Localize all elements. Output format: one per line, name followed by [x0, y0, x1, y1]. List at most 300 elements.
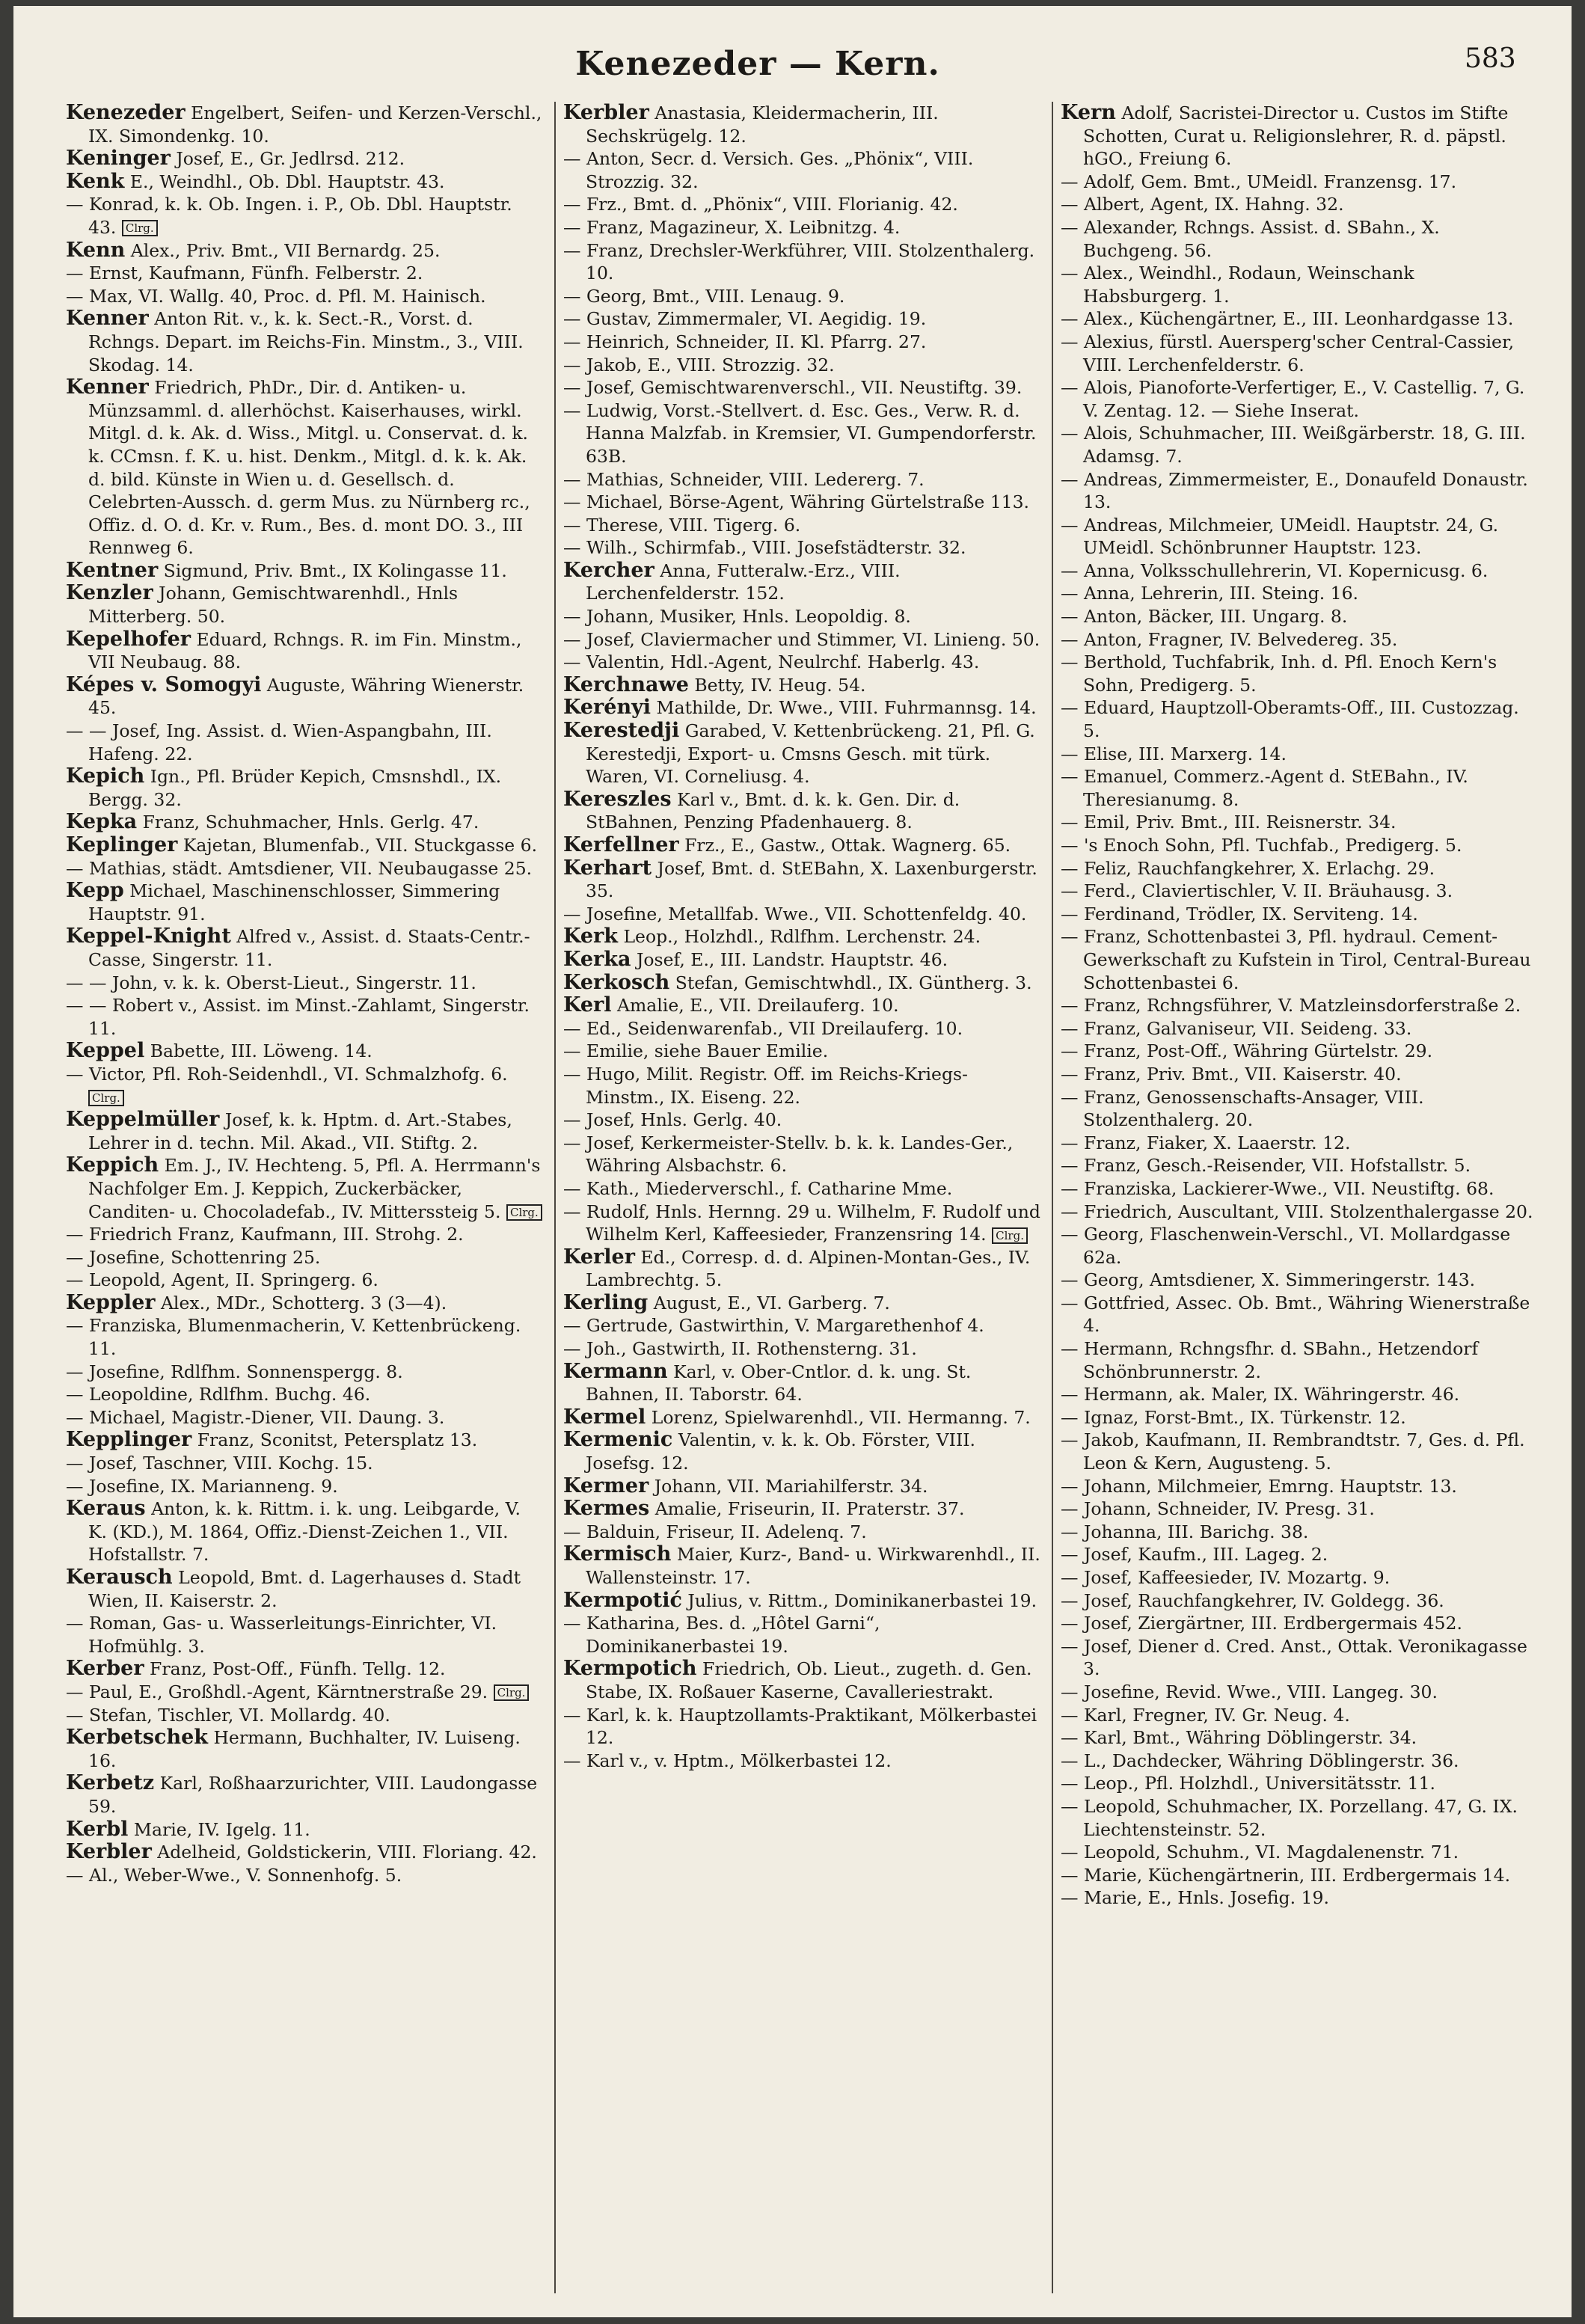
- entry-details: August, E., VI. Garberg. 7.: [648, 1292, 890, 1313]
- entry-details: — Josef, Ziergärtner, III. Erdbergermais 452.: [1061, 1613, 1462, 1634]
- entry-details: — Josefine, IX. Marianneng. 9.: [66, 1475, 338, 1497]
- entry-details: — Ed., Seidenwarenfab., VII Dreilauferg. 10.: [563, 1017, 963, 1039]
- entry-details: — Alois, Pianoforte-Verfertiger, E., V. Castellig. 7, G. V. Zentag. 12. — Siehe Inserat.: [1061, 377, 1525, 421]
- column-middle: [563, 102, 1042, 2293]
- clearing-badge: Clrg.: [992, 1227, 1028, 1244]
- entry-surname: Keraus: [66, 1497, 146, 1521]
- directory-entry: [1061, 1040, 1539, 1063]
- entry-details: — Karl, k. k. Hauptzollamts-Praktikant, Mölkerbastei 12.: [563, 1704, 1037, 1749]
- directory-entry: [563, 1017, 1042, 1040]
- entry-details: — Josef, Hnls. Gerlg. 40.: [563, 1109, 782, 1131]
- directory-entry: [563, 994, 1042, 1017]
- directory-entry: [1061, 1429, 1539, 1474]
- entry-details: Josef, E., III. Landstr. Hauptstr. 46.: [631, 948, 948, 970]
- directory-entry: [66, 1429, 545, 1452]
- entry-details: Adelheid, Goldstickerin, VIII. Floriang. 42.: [151, 1842, 537, 1863]
- directory-entry: [66, 628, 545, 674]
- directory-entry: [66, 1246, 545, 1269]
- directory-entry: [1061, 1750, 1539, 1773]
- entry-details: — Feliz, Rauchfangkehrer, X. Erlachg. 29.: [1061, 857, 1435, 879]
- entry-details: — Leopoldine, Rdlfhm. Buchg. 46.: [66, 1384, 371, 1405]
- entry-details: — Hermann, ak. Maler, IX. Währingerstr. 46.: [1061, 1384, 1460, 1405]
- entry-details: — Roman, Gas- u. Wasserleitungs-Einrichter, VI. Hofmühlg. 3.: [66, 1613, 497, 1657]
- directory-entry: [1061, 102, 1539, 171]
- directory-entry: [563, 972, 1042, 995]
- entry-details: — Josef, Taschner, VIII. Kochg. 15.: [66, 1453, 373, 1474]
- entry-details: — Leop., Pfl. Holzhdl., Universitätsstr. 11.: [1061, 1773, 1436, 1794]
- entry-details: Franz, Sconitst, Petersplatz 13.: [191, 1429, 478, 1451]
- column-right: [1061, 102, 1539, 2293]
- directory-entry: [563, 102, 1042, 147]
- directory-entry: [1061, 468, 1539, 514]
- entry-details: Babette, III. Löweng. 14.: [144, 1040, 373, 1062]
- directory-entry: [1061, 307, 1539, 331]
- entry-details: — Anton, Fragner, IV. Belvedereg. 35.: [1061, 628, 1398, 650]
- directory-entry: [563, 216, 1042, 239]
- directory-entry: [563, 1750, 1042, 1773]
- entry-surname: Kermann: [563, 1359, 668, 1383]
- directory-entry: [1061, 514, 1539, 559]
- entry-details: — Eduard, Hauptzoll-Oberamts-Off., III. Custozzag. 5.: [1061, 697, 1519, 742]
- directory-entry: [563, 147, 1042, 193]
- entry-surname: Kerchnawe: [563, 672, 689, 696]
- entry-details: Auguste, Währing Wienerstr. 45.: [88, 674, 524, 719]
- entry-details: — Stefan, Tischler, VI. Mollardg. 40.: [66, 1704, 390, 1726]
- directory-entry: [563, 1246, 1042, 1292]
- directory-entry: [66, 1681, 545, 1704]
- entry-surname: Keplinger: [66, 833, 178, 856]
- directory-entry: [66, 1040, 545, 1063]
- directory-entry: [1061, 994, 1539, 1017]
- entry-details: — Josef, Kaufm., III. Lageg. 2.: [1061, 1544, 1328, 1566]
- entry-details: — — Robert v., Assist. im Minst.-Zahlamt, Singerstr. 11.: [66, 995, 530, 1039]
- directory-entry: [563, 1406, 1042, 1429]
- entry-details: Kajetan, Blumenfab., VII. Stuckgasse 6.: [177, 835, 538, 856]
- directory-entry: [66, 1658, 545, 1681]
- entry-details: — Ernst, Kaufmann, Fünfh. Felberstr. 2.: [66, 263, 423, 284]
- entry-details: — Johanna, III. Barichg. 38.: [1061, 1521, 1309, 1542]
- column-divider: [554, 102, 556, 2293]
- entry-surname: Kerbler: [563, 102, 649, 124]
- directory-entry: [563, 788, 1042, 834]
- entry-details: — Wilh., Schirmfab., VIII. Josefstädterstr. 32.: [563, 537, 966, 559]
- entry-details: Karl, v. Ober-Cntlor. d. k. ung. St. Bahnen, II. Taborstr. 64.: [586, 1361, 972, 1405]
- directory-entry: [1061, 1132, 1539, 1155]
- entry-details: — Josef, Claviermacher und Stimmer, VI. Linieng. 50.: [563, 628, 1040, 650]
- entry-surname: Keppler: [66, 1290, 156, 1314]
- entry-surname: Kerbler: [66, 1840, 152, 1864]
- directory-entry: [563, 674, 1042, 697]
- clearing-badge: Clrg.: [506, 1204, 542, 1221]
- directory-entry: [66, 720, 545, 765]
- entry-surname: Kerkosch: [563, 970, 670, 994]
- directory-entry: [1061, 376, 1539, 422]
- entry-details: Leop., Holzhdl., Rdlfhm. Lerchenstr. 24.: [617, 926, 981, 948]
- directory-entry: [1061, 1497, 1539, 1521]
- directory-entry: [1061, 216, 1539, 262]
- directory-entry: [1061, 743, 1539, 766]
- entry-details: — Leopold, Agent, II. Springerg. 6.: [66, 1269, 378, 1291]
- entry-details: — Franz, Priv. Bmt., VII. Kaiserstr. 40.: [1061, 1063, 1402, 1085]
- entry-details: — Joh., Gastwirth, II. Rothensterng. 31.: [563, 1338, 917, 1360]
- directory-entry: [66, 1704, 545, 1727]
- entry-details: — Ludwig, Vorst.-Stellvert. d. Esc. Ges., Verw. R. d. Hanna Malzfab. in Kremsier, VI. Gumpendorferstr. 63B.: [563, 399, 1037, 467]
- entry-details: Karl v., Bmt. d. k. k. Gen. Dir. d. StBahnen, Penzing Pfadenhauerg. 8.: [586, 788, 960, 833]
- directory-entry: [1061, 193, 1539, 216]
- directory-entry: [563, 1201, 1042, 1246]
- directory-entry: [66, 1566, 545, 1612]
- page-number: 583: [1465, 43, 1516, 74]
- entry-details: Anton, k. k. Rittm. i. k. ung. Leibgarde, V. K. (KD.), M. 1864, Offiz.-Dienst-Zeichen 1., VII. Hofstallstr. 7.: [88, 1498, 521, 1566]
- entry-details: — Heinrich, Schneider, II. Kl. Pfarrg. 27.: [563, 331, 927, 352]
- directory-entry: [1061, 765, 1539, 811]
- entry-surname: Kerbetz: [66, 1771, 155, 1795]
- directory-entry: [563, 1429, 1042, 1474]
- directory-entry: [563, 605, 1042, 628]
- directory-entry: [563, 1475, 1042, 1498]
- entry-surname: Kerausch: [66, 1566, 173, 1589]
- directory-entry: [66, 1772, 545, 1818]
- directory-entry: [66, 193, 545, 239]
- entry-details: — Emanuel, Commerz.-Agent d. StEBahn., IV. Theresianumg. 8.: [1061, 766, 1468, 810]
- directory-entry: [563, 536, 1042, 559]
- directory-entry: [563, 948, 1042, 972]
- directory-entry: [66, 1063, 545, 1109]
- directory-entry: [1061, 651, 1539, 696]
- entry-details: — Gertrude, Gastwirthin, V. Margarethenhof 4.: [563, 1315, 984, 1337]
- entry-details: — Konrad, k. k. Ob. Ingen. i. P., Ob. Dbl. Hauptstr. 43.: [66, 194, 512, 238]
- directory-entry: [1061, 903, 1539, 926]
- directory-entry: [66, 1361, 545, 1384]
- directory-entry: [66, 674, 545, 720]
- entry-details: — Marie, E., Hnls. Josefig. 19.: [1061, 1887, 1329, 1909]
- directory-entry: [563, 468, 1042, 491]
- entry-details: Marie, IV. Igelg. 11.: [128, 1818, 310, 1840]
- entry-surname: Kerber: [66, 1657, 144, 1681]
- entry-details: Anastasia, Kleidermacherin, III. Sechskrügelg. 12.: [586, 102, 939, 147]
- entry-details: — Marie, Küchengärtnerin, III. Erdbergermais 14.: [1061, 1864, 1511, 1886]
- entry-details: — Anna, Volksschullehrerin, VI. Kopernicusg. 6.: [1061, 559, 1489, 581]
- entry-details: — Josefine, Revid. Wwe., VIII. Langeg. 30.: [1061, 1681, 1438, 1702]
- directory-entry: [66, 1292, 545, 1315]
- directory-entry: [1061, 1726, 1539, 1750]
- entry-surname: Kepp: [66, 879, 124, 903]
- directory-entry: [1061, 925, 1539, 994]
- entry-details: — L., Dachdecker, Währing Döblingerstr. 36.: [1061, 1750, 1459, 1771]
- directory-entry: [1061, 262, 1539, 307]
- entry-details: — Hugo, Milit. Registr. Off. im Reichs-Kriegs-Minstm., IX. Eiseng. 22.: [563, 1063, 968, 1108]
- entry-details: — — John, v. k. k. Oberst-Lieut., Singerstr. 11.: [66, 972, 476, 993]
- entry-details: Alex., Priv. Bmt., VII Bernardg. 25.: [125, 239, 441, 261]
- entry-details: — Franz, Rchngsführer, V. Matzleinsdorferstraße 2.: [1061, 995, 1521, 1017]
- entry-surname: Kerl: [563, 993, 612, 1017]
- directory-entry: [563, 376, 1042, 399]
- directory-entry: [1061, 171, 1539, 194]
- directory-entry: [66, 1864, 545, 1887]
- entry-details: — Josef, Kerkermeister-Stellv. b. k. k. Landes-Ger., Währing Alsbachstr. 6.: [563, 1132, 1014, 1177]
- directory-entry: [563, 193, 1042, 216]
- entry-details: — Mathias, Schneider, VIII. Ledererg. 7.: [563, 468, 925, 490]
- entry-details: Amalie, Friseurin, II. Praterstr. 37.: [649, 1498, 965, 1520]
- entry-details: — Friedrich, Auscultant, VIII. Stolzenthalergasse 20.: [1061, 1201, 1533, 1222]
- entry-surname: Kermpotić: [563, 1588, 682, 1612]
- entry-details: — Franz, Genossenschafts-Ansager, VIII. Stolzenthalerg. 20.: [1061, 1086, 1424, 1131]
- directory-entry: [1061, 1383, 1539, 1406]
- entry-surname: Kerbl: [66, 1817, 129, 1841]
- directory-entry: [1061, 1269, 1539, 1292]
- entry-details: — Alois, Schuhmacher, III. Weißgärberstr. 18, G. III. Adamsg. 7.: [1061, 423, 1526, 467]
- entry-surname: Kenner: [66, 307, 149, 331]
- directory-entry: [1061, 1795, 1539, 1841]
- entry-details: Frz., E., Gastw., Ottak. Wagnerg. 65.: [678, 835, 1011, 856]
- entry-details: — Franz, Magazineur, X. Leibnitzg. 4.: [563, 216, 901, 238]
- entry-details: — Adolf, Gem. Bmt., UMeidl. Franzensg. 17.: [1061, 171, 1457, 192]
- directory-entry: [1061, 1612, 1539, 1635]
- directory-entry: [1061, 582, 1539, 605]
- entry-details: — Valentin, Hdl.-Agent, Neulrchf. Haberlg. 43.: [563, 651, 980, 673]
- directory-entry: [1061, 331, 1539, 376]
- directory-entry: [1061, 1017, 1539, 1040]
- entry-details: — Al., Weber-Wwe., V. Sonnenhofg. 5.: [66, 1864, 402, 1886]
- directory-entry: [1061, 1063, 1539, 1086]
- directory-entry: [563, 491, 1042, 514]
- directory-entry: [563, 1063, 1042, 1109]
- entry-surname: Kerk: [563, 925, 618, 948]
- entry-surname: Kenk: [66, 169, 125, 193]
- entry-surname: Kenner: [66, 375, 149, 399]
- directory-entry: [1061, 1566, 1539, 1589]
- entry-details: — Gottfried, Assec. Ob. Bmt., Währing Wienerstraße 4.: [1061, 1292, 1530, 1337]
- entry-surname: Kepelhofer: [66, 627, 191, 651]
- directory-entry: [563, 1612, 1042, 1658]
- entry-surname: Kerling: [563, 1290, 649, 1314]
- entry-surname: Kerhart: [563, 856, 652, 880]
- entry-details: — Ferd., Claviertischler, V. II. Bräuhausg. 3.: [1061, 880, 1453, 902]
- entry-details: — Josef, Kaffeesieder, IV. Mozartg. 9.: [1061, 1567, 1391, 1588]
- entry-details: — Alex., Küchengärtner, E., III. Leonhardgasse 13.: [1061, 308, 1514, 330]
- directory-columns: [66, 102, 1543, 2293]
- directory-entry: [563, 1704, 1042, 1750]
- entry-details: Josef, k. k. Hptm. d. Art.-Stabes, Lehrer in d. techn. Mil. Akad., VII. Stiftg. 2.: [88, 1109, 512, 1153]
- directory-entry: [563, 1337, 1042, 1361]
- entry-details: — Anton, Bäcker, III. Ungarg. 8.: [1061, 606, 1348, 628]
- entry-details: E., Weindhl., Ob. Dbl. Hauptstr. 43.: [124, 171, 445, 192]
- entry-details: — Victor, Pfl. Roh-Seidenhdl., VI. Schmalzhofg. 6.: [66, 1063, 508, 1085]
- directory-entry: [66, 559, 545, 583]
- directory-entry: [563, 628, 1042, 651]
- entry-details: — Franz, Gesch.-Reisender, VII. Hofstallstr. 5.: [1061, 1155, 1471, 1177]
- directory-entry: [563, 1177, 1042, 1201]
- directory-entry: [1061, 1864, 1539, 1887]
- directory-entry: [1061, 1154, 1539, 1177]
- entry-details: — Alex., Weindhl., Rodaun, Weinschank Habsburgerg. 1.: [1061, 263, 1414, 307]
- entry-details: — Alexius, fürstl. Auersperg'scher Central-Cassier, VIII. Lerchenfelderstr. 6.: [1061, 331, 1515, 375]
- entry-surname: Kermer: [563, 1474, 649, 1497]
- directory-entry: [1061, 1635, 1539, 1681]
- entry-details: — Max, VI. Wallg. 40, Proc. d. Pfl. M. Hainisch.: [66, 285, 486, 307]
- entry-details: — Ignaz, Forst-Bmt., IX. Türkenstr. 12.: [1061, 1406, 1406, 1428]
- clearing-badge: Clrg.: [88, 1090, 124, 1106]
- column-divider: [1052, 102, 1053, 2293]
- directory-entry: [66, 1383, 545, 1406]
- directory-entry: [563, 514, 1042, 537]
- directory-entry: [66, 880, 545, 925]
- directory-entry: [66, 171, 545, 194]
- entry-surname: Keppel-Knight: [66, 925, 231, 948]
- entry-details: Maier, Kurz-, Band- u. Wirkwarenhdl., II. Wallensteinstr. 17.: [586, 1544, 1040, 1588]
- entry-details: Julius, v. Rittm., Dominikanerbastei 19.: [681, 1589, 1037, 1611]
- directory-entry: [563, 651, 1042, 674]
- directory-entry: [1061, 1223, 1539, 1269]
- entry-surname: Kermpotich: [563, 1657, 697, 1681]
- entry-surname: Kepplinger: [66, 1428, 192, 1452]
- directory-entry: [1061, 857, 1539, 880]
- directory-entry: [66, 1612, 545, 1658]
- directory-entry: [66, 1452, 545, 1475]
- directory-entry: [1061, 1086, 1539, 1132]
- entry-details: — Jakob, E., VIII. Strozzig. 32.: [563, 354, 835, 375]
- directory-entry: [563, 285, 1042, 308]
- directory-entry: [1061, 1521, 1539, 1544]
- clearing-badge: Clrg.: [494, 1684, 530, 1701]
- entry-details: Johann, VII. Mariahilferstr. 34.: [649, 1475, 928, 1497]
- entry-details: — Josef, Gemischtwarenverschl., VII. Neustiftg. 39.: [563, 377, 1023, 399]
- directory-entry: [563, 399, 1042, 468]
- entry-details: — Karl, Bmt., Währing Döblingerstr. 34.: [1061, 1727, 1417, 1749]
- entry-details: — Alexander, Rchngs. Assist. d. SBahn., X. Buchgeng. 56.: [1061, 216, 1440, 261]
- entry-details: — Georg, Bmt., VIII. Lenaug. 9.: [563, 285, 845, 307]
- entry-details: — Franz, Drechsler-Werkführer, VIII. Stolzenthalerg. 10.: [563, 239, 1035, 284]
- directory-entry: [66, 582, 545, 628]
- entry-details: — Frz., Bmt. d. „Phönix“, VIII. Florianig. 42.: [563, 194, 958, 215]
- entry-details: — Franz, Schottenbastei 3, Pfl. hydraul. Cement-Gewerkschaft zu Kufstein in Tirol, Central-Bureau Schottenbastei 6.: [1061, 926, 1531, 993]
- directory-entry: [66, 765, 545, 811]
- entry-details: — Anna, Lehrerin, III. Steing. 16.: [1061, 583, 1359, 604]
- clearing-badge: Clrg.: [122, 220, 158, 236]
- entry-details: — Andreas, Zimmermeister, E., Donaufeld Donaustr. 13.: [1061, 468, 1528, 513]
- entry-details: — Johann, Milchmeier, Emrng. Hauptstr. 13.: [1061, 1475, 1457, 1497]
- directory-entry: [1061, 1681, 1539, 1704]
- directory-entry: [66, 1497, 545, 1566]
- entry-details: — Mathias, städt. Amtsdiener, VII. Neubaugasse 25.: [66, 857, 533, 879]
- entry-details: — Emilie, siehe Bauer Emilie.: [563, 1040, 829, 1062]
- entry-details: Sigmund, Priv. Bmt., IX Kolingasse 11.: [158, 559, 507, 581]
- entry-details: Karl, Roßhaarzurichter, VIII. Laudongasse 59.: [88, 1773, 538, 1817]
- entry-surname: Kerestedji: [563, 719, 680, 743]
- entry-details: — Berthold, Tuchfabrik, Inh. d. Pfl. Enoch Kern's Sohn, Predigerg. 5.: [1061, 651, 1497, 696]
- entry-details: — Franziska, Lackierer-Wwe., VII. Neustiftg. 68.: [1061, 1177, 1494, 1199]
- entry-details: — Balduin, Friseur, II. Adelenq. 7.: [563, 1521, 867, 1542]
- directory-entry: [1061, 559, 1539, 583]
- entry-details: Josef, E., Gr. Jedlrsd. 212.: [170, 148, 405, 170]
- directory-entry: [66, 147, 545, 171]
- entry-details: — Franz, Fiaker, X. Laaerstr. 12.: [1061, 1132, 1351, 1153]
- entry-details: — Gustav, Zimmermaler, VI. Aegidig. 19.: [563, 308, 927, 330]
- entry-surname: Kenezeder: [66, 102, 186, 124]
- entry-surname: Kercher: [563, 558, 654, 582]
- directory-entry: [563, 834, 1042, 857]
- directory-entry: [563, 1658, 1042, 1703]
- entry-details: — Josefine, Metallfab. Wwe., VII. Schottenfeldg. 40.: [563, 903, 1027, 925]
- entry-details: Leopold, Bmt. d. Lagerhauses d. Stadt Wien, II. Kaiserstr. 2.: [88, 1567, 521, 1611]
- directory-entry: [66, 307, 545, 376]
- entry-details: Josef, Bmt. d. StEBahn, X. Laxenburgerstr. 35.: [586, 857, 1037, 902]
- entry-surname: Keppel: [66, 1039, 145, 1063]
- entry-details: — Anton, Secr. d. Versich. Ges. „Phönix“, VIII. Strozzig. 32.: [563, 148, 974, 192]
- directory-entry: [563, 1543, 1042, 1589]
- entry-details: — Friedrich Franz, Kaufmann, III. Strohg. 2.: [66, 1224, 464, 1245]
- entry-details: — Johann, Musiker, Hnls. Leopoldig. 8.: [563, 606, 911, 628]
- directory-entry: [66, 1841, 545, 1864]
- entry-surname: Kerbetschek: [66, 1726, 208, 1750]
- entry-details: — Georg, Flaschenwein-Verschl., VI. Mollardgasse 62a.: [1061, 1224, 1511, 1268]
- directory-entry: [563, 1109, 1042, 1132]
- entry-surname: Kermenic: [563, 1428, 673, 1452]
- entry-details: Mathilde, Dr. Wwe., VIII. Fuhrmannsg. 14.: [651, 697, 1037, 719]
- entry-details: — Michael, Börse-Agent, Währing Gürtelstraße 113.: [563, 491, 1030, 513]
- directory-entry: [1061, 605, 1539, 628]
- entry-details: Amalie, E., VII. Dreilauferg. 10.: [611, 995, 899, 1017]
- entry-details: — Kath., Miederverschl., f. Catharine Mme.: [563, 1177, 953, 1199]
- directory-entry: [563, 1361, 1042, 1406]
- entry-details: — Hermann, Rchngsfhr. d. SBahn., Hetzendorf Schönbrunnerstr. 2.: [1061, 1338, 1479, 1382]
- directory-entry: [563, 1521, 1042, 1544]
- directory-entry: [563, 1589, 1042, 1613]
- directory-entry: [1061, 1704, 1539, 1727]
- directory-entry: [1061, 1406, 1539, 1429]
- entry-surname: Kermisch: [563, 1542, 672, 1566]
- entry-details: Alex., MDr., Schotterg. 3 (3—4).: [155, 1292, 447, 1313]
- entry-details: Eduard, Rchngs. R. im Fin. Minstm., VII Neubaug. 88.: [88, 628, 522, 673]
- directory-entry: [66, 1726, 545, 1772]
- entry-details: Anton Rit. v., k. k. Sect.-R., Vorst. d. Rchngs. Depart. im Reichs-Fin. Minstm., 3., VIII. Skodag. 14.: [88, 308, 524, 375]
- entry-details: Lorenz, Spielwarenhdl., VII. Hermanng. 7.: [646, 1406, 1031, 1428]
- directory-entry: [1061, 880, 1539, 903]
- entry-surname: Kern: [1061, 102, 1116, 124]
- directory-entry: [1061, 1543, 1539, 1566]
- directory-entry: [66, 1406, 545, 1429]
- entry-surname: Kerka: [563, 947, 631, 971]
- entry-details: — Paul, E., Großhdl.-Agent, Kärntnerstraße 29.: [66, 1681, 488, 1702]
- directory-entry: [563, 1040, 1042, 1063]
- directory-page: [13, 6, 1572, 2317]
- directory-entry: [66, 1314, 545, 1360]
- directory-entry: [563, 925, 1042, 948]
- entry-surname: Kermes: [563, 1497, 650, 1521]
- entry-surname: Keppich: [66, 1153, 159, 1177]
- entry-surname: Kepka: [66, 810, 138, 834]
- entry-details: — Albert, Agent, IX. Hahng. 32.: [1061, 194, 1344, 215]
- directory-entry: [1061, 1337, 1539, 1383]
- directory-entry: [66, 285, 545, 308]
- directory-entry: [66, 1818, 545, 1842]
- column-left: [66, 102, 545, 2293]
- directory-entry: [563, 857, 1042, 903]
- entry-details: — Josefine, Rdlfhm. Sonnenspergg. 8.: [66, 1361, 403, 1382]
- entry-details: Franz, Schuhmacher, Hnls. Gerlg. 47.: [137, 812, 479, 833]
- directory-entry: [66, 1109, 545, 1154]
- entry-details: Anna, Futteralw.-Erz., VIII. Lerchenfelderstr. 152.: [586, 559, 901, 604]
- directory-entry: [563, 239, 1042, 285]
- entry-details: — Josef, Rauchfangkehrer, IV. Goldegg. 36.: [1061, 1589, 1444, 1611]
- directory-entry: [563, 696, 1042, 720]
- directory-entry: [66, 239, 545, 263]
- directory-entry: [66, 857, 545, 880]
- directory-entry: [1061, 1841, 1539, 1864]
- directory-entry: [66, 1154, 545, 1223]
- directory-entry: [66, 262, 545, 285]
- directory-entry: [1061, 1772, 1539, 1795]
